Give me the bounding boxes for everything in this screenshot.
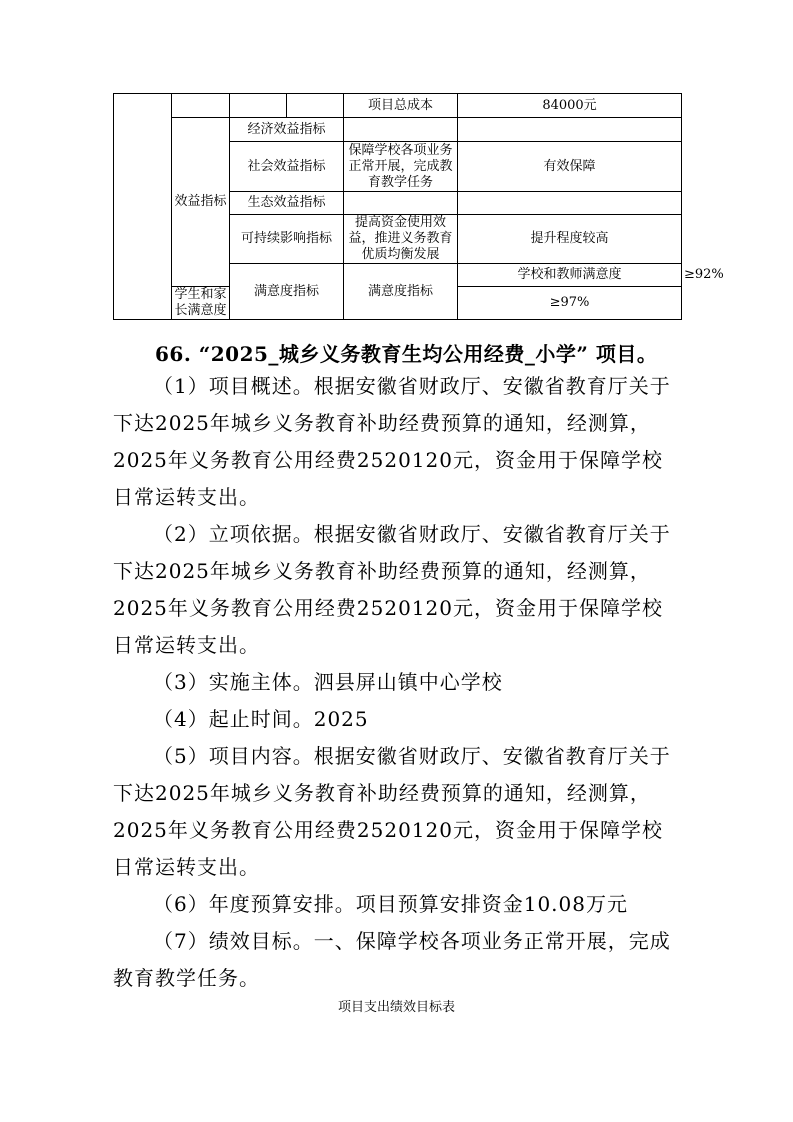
paragraph-basis: （2）立项依据。根据安徽省财政厅、安徽省教育厅关于下达2025年城乡义务教育补助经费预算的通知，经测算，2025年义务教育公用经费2520120元，资金用于保障学校日常运转支出。 xyxy=(113,522,671,657)
econ-desc xyxy=(344,118,458,142)
section-heading: 66. “2025_城乡义务教育生均公用经费_小学” 项目。 xyxy=(155,342,658,366)
paragraph-budget: （6）年度预算安排。项目预算安排资金10.08万元 xyxy=(153,892,628,916)
paragraph-content: （5）项目内容。根据安徽省财政厅、安徽省教育厅关于下达2025年城乡义务教育补助经费预算的通知，经测算，2025年义务教育公用经费2520120元，资金用于保障学校日常运转支出。 xyxy=(113,744,671,879)
sustain-label: 可持续影响指标 xyxy=(230,215,344,264)
section-body xyxy=(113,368,681,997)
sat2-value: ≥97% xyxy=(458,287,682,320)
eco-desc xyxy=(344,192,458,215)
paragraph-implementer: （3）实施主体。泗县屏山镇中心学校 xyxy=(153,670,503,694)
paragraph-overview: （1）项目概述。根据安徽省财政厅、安徽省教育厅关于下达2025年城乡义务教育补助经费预算的通知，经测算，2025年义务教育公用经费2520120元，资金用于保障学校日常运转支出。 xyxy=(113,374,671,509)
performance-table: 项目总成本 84000元 效益指标 经济效益指标 社会效益指标 保障学校各项业务正常开展，完成教育教学任务 有效保障 生态效益指标 可持续影响指标 提高资金使用效益，推进义务教育优质均衡发展 提升程度较高 满意度指标 满意度指标 学校和教师满意度 ≥92% 学生和家长满意度 ≥97% xyxy=(113,93,682,320)
total-cost-label: 项目总成本 xyxy=(344,94,458,118)
sat2-desc: 学生和家长满意度 xyxy=(172,287,230,320)
total-cost-value: 84000元 xyxy=(458,94,682,118)
sat1-desc: 学校和教师满意度 xyxy=(458,264,682,287)
paragraph-period: （4）起止时间。2025 xyxy=(153,707,369,731)
outer-blank-cell xyxy=(114,94,172,320)
social-value: 有效保障 xyxy=(458,142,682,192)
eco-label: 生态效益指标 xyxy=(230,192,344,215)
paragraph-goal: （7）绩效目标。一、保障学校各项业务正常开展，完成教育教学任务。 xyxy=(113,929,671,990)
sustain-value: 提升程度较高 xyxy=(458,215,682,264)
blank-cell xyxy=(172,94,230,118)
satisfaction-category: 满意度指标 xyxy=(230,264,344,320)
social-label: 社会效益指标 xyxy=(230,142,344,192)
satisfaction-label: 满意度指标 xyxy=(344,264,458,320)
table-caption: 项目支出绩效目标表 xyxy=(337,1000,455,1015)
eco-value xyxy=(458,192,682,215)
econ-label: 经济效益指标 xyxy=(230,118,344,142)
blank-split-cell xyxy=(230,94,344,118)
social-desc: 保障学校各项业务正常开展，完成教育教学任务 xyxy=(344,142,458,192)
sustain-desc: 提高资金使用效益，推进义务教育优质均衡发展 xyxy=(344,215,458,264)
econ-value xyxy=(458,118,682,142)
benefit-category: 效益指标 xyxy=(172,118,230,287)
